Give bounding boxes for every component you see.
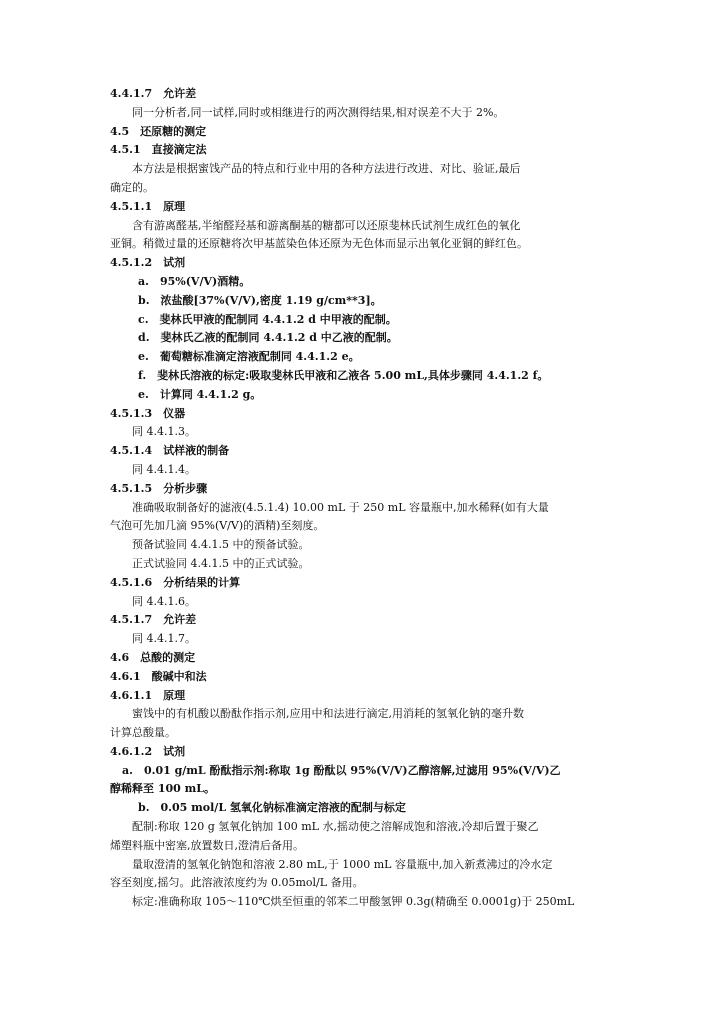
heading-4-4-1-7: 4.4.1.7 允许差 [110, 87, 197, 100]
paragraph-line: 醇稀释至 100 mL。 [110, 782, 215, 796]
paragraph-line: 标定:准确称取 105～110℃烘至恒重的邻苯二甲酸氢钾 0.3g(精确至 0.0001g)于 250mL [132, 895, 575, 909]
heading-4-5-1-6: 4.5.1.6 分析结果的计算 [110, 575, 241, 589]
paragraph-line: 含有游离醛基,半缩醛羟基和游离酮基的糖都可以还原斐林氏试剂生成红色的氧化 [132, 218, 521, 232]
paragraph-line: 预备试验同 4.4.1.5 中的预备试验。 [132, 538, 310, 552]
paragraph-line: 量取澄清的氢氧化钠饱和溶液 2.80 mL,于 1000 mL 容量瓶中,加入新煮沸过的冷水定 [132, 857, 553, 871]
paragraph-line: 蜜饯中的有机酸以酚酞作指示剂,应用中和法进行滴定,用消耗的氢氧化钠的毫升数 [132, 707, 524, 721]
heading-4-6-1-2: 4.6.1.2 试剂 [110, 744, 186, 758]
heading-4-5-1: 4.5.1 直接滴定法 [110, 143, 207, 157]
heading-4-6-1: 4.6.1 酸碱中和法 [110, 669, 207, 683]
paragraph-line: 本方法是根据蜜饯产品的特点和行业中用的各种方法进行改进、对比、验证,最后 [132, 162, 521, 176]
paragraph-line: 计算总酸量。 [110, 726, 176, 740]
list-item: e. 葡萄糖标准滴定溶液配制同 4.4.1.2 e。 [138, 350, 360, 364]
heading-4-6: 4.6 总酸的测定 [110, 650, 196, 664]
paragraph-line: 正式试验同 4.4.1.5 中的正式试验。 [132, 556, 310, 570]
paragraph-line: 亚铜。稍微过量的还原糖将次甲基蓝染色体还原为无色体而显示出氧化亚铜的鲜红色。 [110, 237, 528, 251]
paragraph-line: 气泡可先加几滴 95%(V/V)的酒精)至刻度。 [110, 519, 325, 533]
paragraph-line: 同一分析者,同一试样,同时或相继进行的两次测得结果,相对误差不大于 2%。 [132, 105, 505, 119]
list-item: a. 95%(V/V)酒精。 [138, 274, 251, 288]
list-item: f. 斐林氏溶液的标定:吸取斐林氏甲液和乙液各 5.00 mL,具体步骤同 4.4.1.2 f。 [138, 368, 549, 382]
heading-4-5-1-2: 4.5.1.2 试剂 [110, 256, 186, 270]
heading-4-5-1-4: 4.5.1.4 试样液的制备 [110, 444, 230, 458]
paragraph-line: 容至刻度,摇匀。此溶液浓度约为 0.05mol/L 备用。 [110, 876, 364, 890]
document-body [110, 85, 615, 912]
paragraph-line: 配制:称取 120 g 氢氧化钠加 100 mL 水,摇动使之溶解成饱和溶液,冷却后置于聚乙 [132, 820, 539, 834]
heading-4-5-1-5: 4.5.1.5 分析步骤 [110, 481, 208, 495]
list-item: b. 0.05 mol/L 氢氧化钠标准滴定溶液的配制与标定 [138, 801, 406, 815]
heading-4-5-1-7: 4.5.1.7 允许差 [110, 613, 197, 627]
paragraph-line: 烯塑料瓶中密塞,放置数日,澄清后备用。 [110, 838, 304, 852]
paragraph-line: 同 4.4.1.3。 [132, 425, 196, 439]
list-item: a. 0.01 g/mL 酚酞指示剂:称取 1g 酚酞以 95%(V/V)乙醇溶解,过滤用 95%(V/V)乙 [122, 763, 561, 777]
paragraph-line: 同 4.4.1.4。 [132, 462, 196, 476]
list-item: c. 斐林氏甲液的配制同 4.4.1.2 d 中甲液的配制。 [138, 312, 397, 326]
paragraph-line: 同 4.4.1.6。 [132, 594, 196, 608]
list-item: d. 斐林氏乙液的配制同 4.4.1.2 d 中乙液的配制。 [138, 331, 398, 345]
paragraph-line: 确定的。 [110, 180, 154, 194]
paragraph-line: 准确吸取制备好的滤液(4.5.1.4) 10.00 mL 于 250 mL 容量瓶中,加水稀释(如有大量 [132, 500, 549, 514]
heading-4-5-1-3: 4.5.1.3 仪器 [110, 406, 186, 420]
heading-4-5: 4.5 还原糖的测定 [110, 124, 207, 138]
heading-4-6-1-1: 4.6.1.1 原理 [110, 688, 186, 702]
paragraph-line: 同 4.4.1.7。 [132, 632, 196, 646]
list-item: b. 浓盐酸[37%(V/V),密度 1.19 g/cm**3]。 [138, 293, 382, 307]
heading-4-5-1-1: 4.5.1.1 原理 [110, 199, 186, 213]
list-item: e. 计算同 4.4.1.2 g。 [138, 387, 262, 401]
